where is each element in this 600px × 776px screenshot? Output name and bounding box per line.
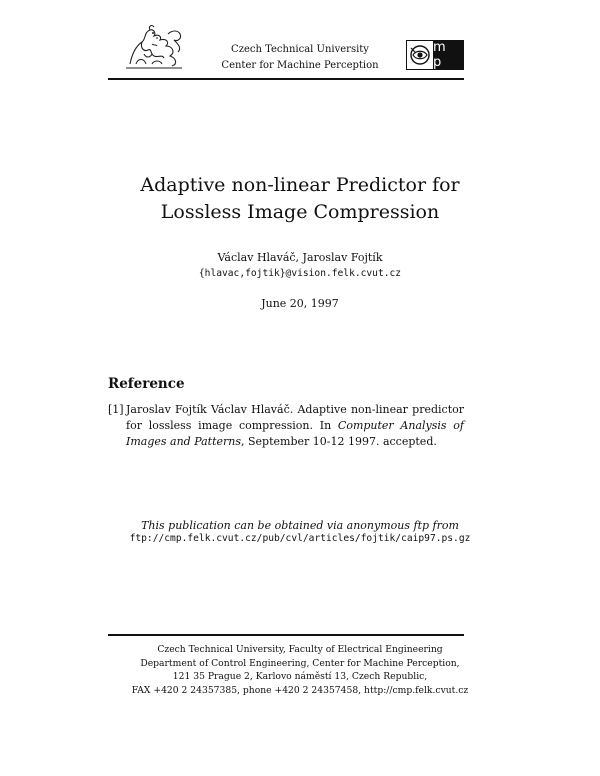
reference-venue: Computer Analysis of Images and Patterns <box>126 419 464 448</box>
author-emails: {hlavac,fojtik}@vision.felk.cvut.cz <box>198 268 402 279</box>
title-line-1: Adaptive non-linear Predictor for <box>140 174 460 196</box>
footer-line-3: 121 35 Prague 2, Karlovo náměstí 13, Czech Republic, <box>172 671 428 682</box>
footer-address <box>90 643 510 697</box>
paper-title <box>100 172 500 226</box>
reference-text-before: Jaroslav Fojtík Václav Hlaváč. Adaptive non-linear predictor for lossless image compression. In <box>126 403 464 432</box>
header-institution <box>200 42 400 74</box>
footer-line-1: Czech Technical University, Faculty of Electrical Engineering <box>157 644 443 655</box>
title-line-2: Lossless Image Compression <box>160 201 440 223</box>
authors: Václav Hlaváč, Jaroslav Fojtík <box>217 251 383 264</box>
reference-heading: Reference <box>108 376 185 392</box>
footer-divider <box>108 634 464 636</box>
reference-item <box>108 402 464 450</box>
footer-line-2: Department of Control Engineering, Center for Machine Perception, <box>140 657 460 669</box>
reference-number: [1] <box>108 403 124 416</box>
footer-line-4: FAX +420 2 24357385, phone +420 2 24357458, http://cmp.felk.cvut.cz <box>131 684 469 696</box>
cmp-logo-letters: m p <box>433 41 463 69</box>
institution-name: Czech Technical University <box>231 44 369 55</box>
obtain-note: This publication can be obtained via anonymous ftp from <box>141 519 459 532</box>
cmp-logo <box>406 40 464 70</box>
header-divider <box>108 78 464 80</box>
reference-text <box>126 402 464 450</box>
cmp-eye-logo-icon <box>407 41 433 69</box>
reference-text-after: , September 10-12 1997. accepted. <box>241 435 437 448</box>
publication-date: June 20, 1997 <box>261 297 339 310</box>
center-name: Center for Machine Perception <box>221 60 379 71</box>
ftp-url[interactable]: ftp://cmp.felk.cvut.cz/pub/cvl/articles/fojtik/caip97.ps.gz <box>129 533 471 544</box>
ctu-lion-crest-icon <box>122 24 186 70</box>
